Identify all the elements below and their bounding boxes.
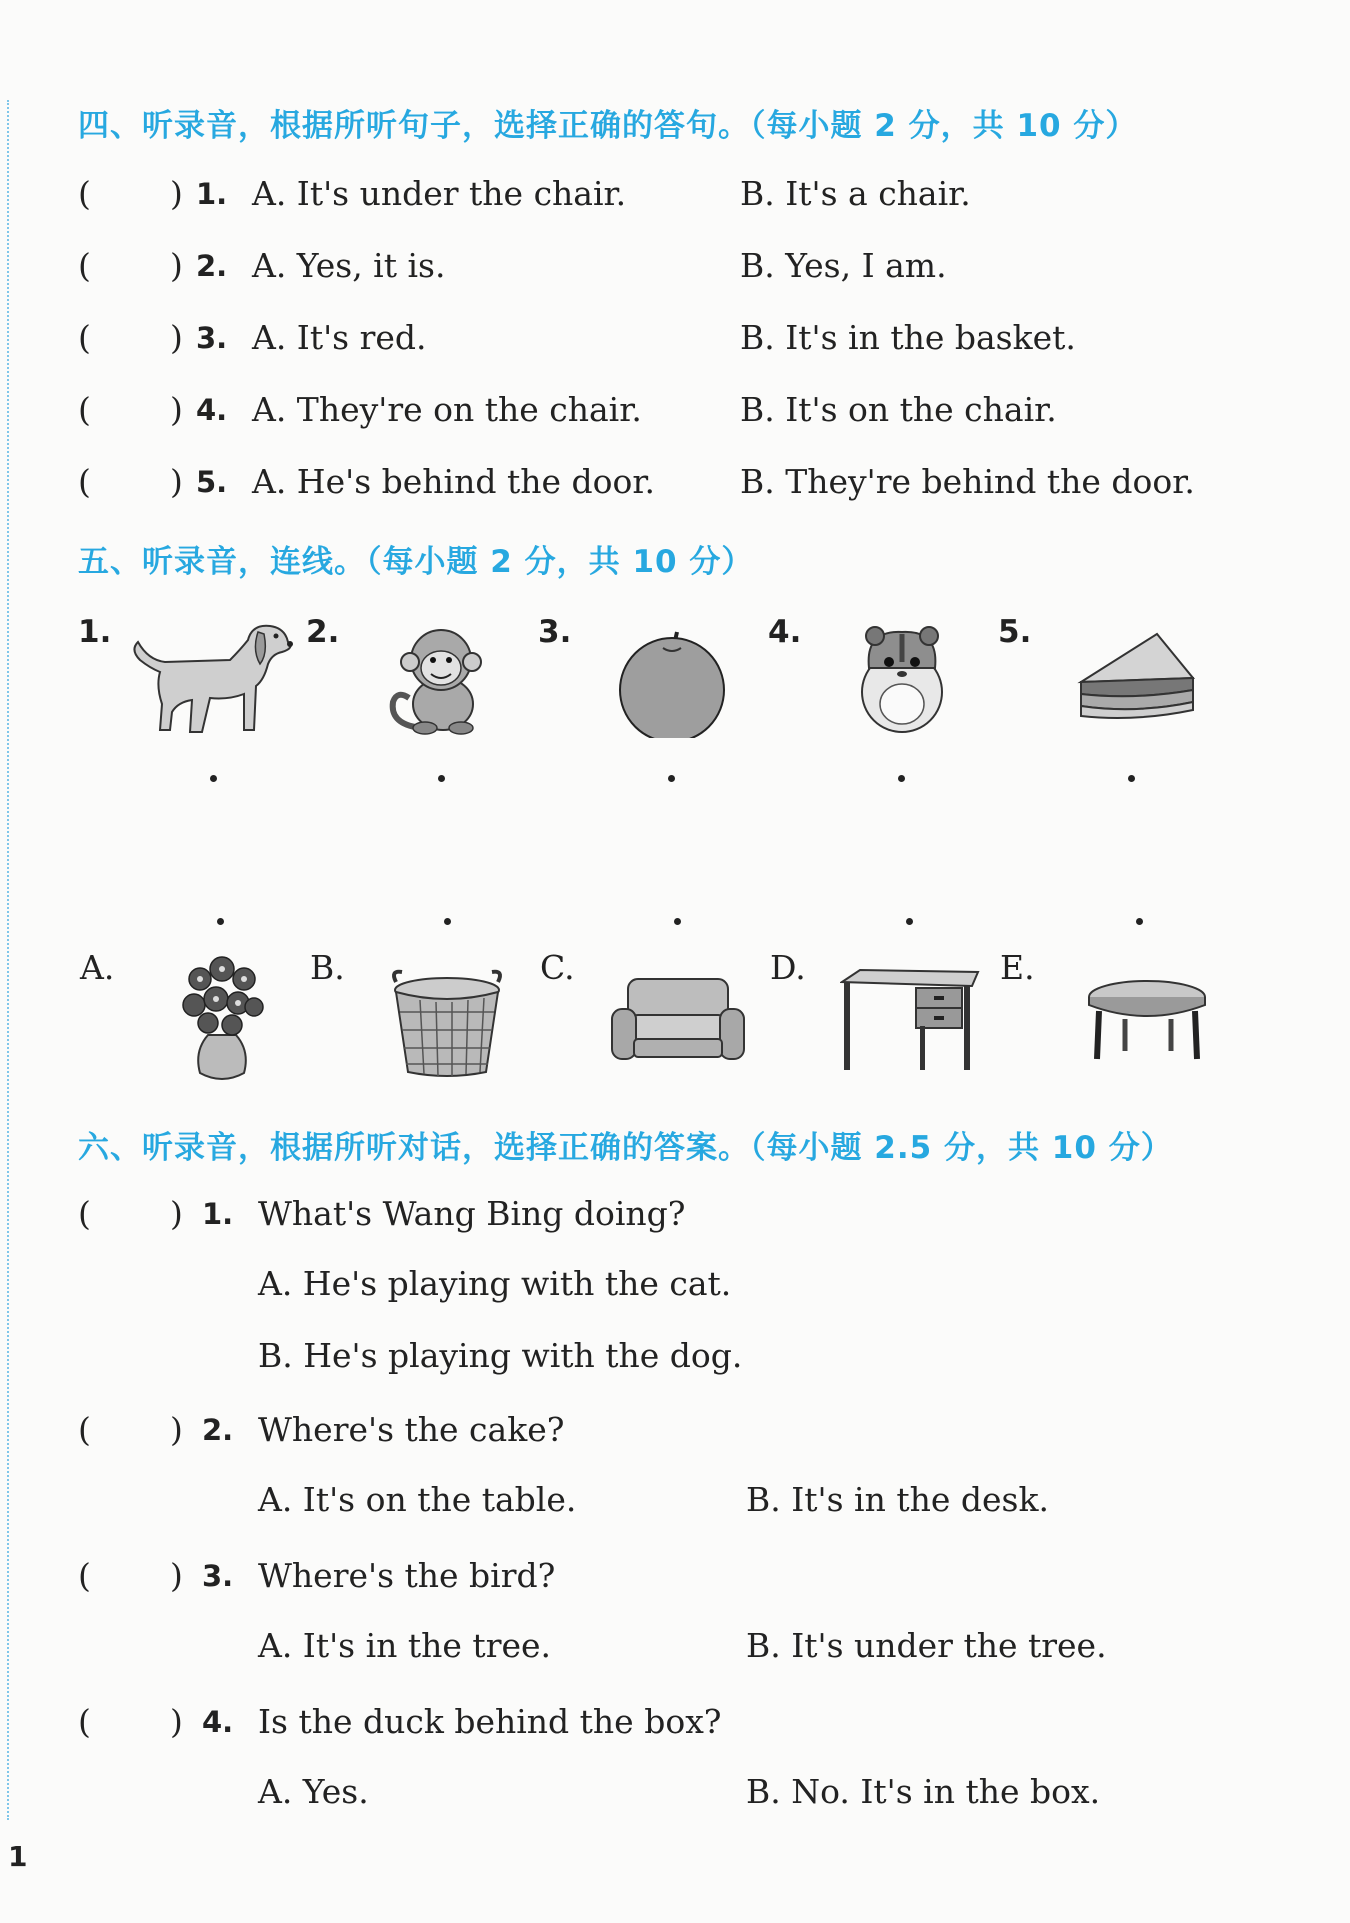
answer-blank-close: ): [170, 1410, 183, 1449]
option-a: A. It's in the tree.: [258, 1626, 552, 1665]
question-number: 1.: [202, 1197, 234, 1231]
match-dot[interactable]: [217, 918, 224, 925]
section6-heading: 六、听录音，根据所听对话，选择正确的答案。（每小题 2.5 分，共 10 分）: [78, 1130, 1173, 1166]
hamster-icon: [855, 622, 950, 737]
match-dot[interactable]: [210, 775, 217, 782]
question-text: Where's the bird?: [258, 1556, 556, 1595]
match-dot[interactable]: [444, 918, 451, 925]
question-number: 4.: [196, 393, 228, 427]
picture-label: A.: [80, 948, 115, 987]
answer-blank-open[interactable]: (: [78, 174, 91, 213]
picture-label: E.: [1000, 948, 1035, 987]
answer-blank-close: ): [170, 390, 183, 429]
option-a: A. It's red.: [252, 318, 427, 357]
picture-label: B.: [310, 948, 345, 987]
option-b: B. No. It's in the box.: [746, 1772, 1101, 1811]
answer-blank-close: ): [170, 1194, 183, 1233]
option-a: A. They're on the chair.: [252, 390, 642, 429]
question-number: 1.: [196, 177, 228, 211]
basket-icon: [390, 968, 505, 1078]
question-text: Is the duck behind the box?: [258, 1702, 722, 1741]
question-number: 3.: [202, 1559, 234, 1593]
monkey-icon: [385, 622, 495, 737]
option-b: B. They're behind the door.: [740, 462, 1195, 501]
option-b: B. It's under the tree.: [746, 1626, 1107, 1665]
answer-blank-close: ): [170, 462, 183, 501]
match-dot[interactable]: [898, 775, 905, 782]
option-b: B. It's in the basket.: [740, 318, 1076, 357]
sandwich-icon: [1075, 630, 1200, 725]
match-dot[interactable]: [906, 918, 913, 925]
answer-blank-close: ): [170, 246, 183, 285]
answer-blank-open[interactable]: (: [78, 1194, 91, 1233]
option-b: B. Yes, I am.: [740, 246, 947, 285]
picture-label: 5.: [998, 614, 1032, 650]
answer-blank-open[interactable]: (: [78, 1702, 91, 1741]
answer-blank-open[interactable]: (: [78, 246, 91, 285]
option-b: B. It's a chair.: [740, 174, 971, 213]
desk-icon: [840, 968, 980, 1073]
answer-blank-close: ): [170, 174, 183, 213]
option-b: B. He's playing with the dog.: [258, 1336, 743, 1375]
sofa-icon: [610, 975, 745, 1065]
answer-blank-open[interactable]: (: [78, 1556, 91, 1595]
answer-blank-close: ): [170, 1702, 183, 1741]
answer-blank-open[interactable]: (: [78, 390, 91, 429]
section4-heading: 四、听录音，根据所听句子，选择正确的答句。（每小题 2 分，共 10 分）: [78, 108, 1138, 144]
answer-blank-open[interactable]: (: [78, 462, 91, 501]
option-a: A. He's playing with the cat.: [258, 1264, 732, 1303]
question-text: Where's the cake?: [258, 1410, 565, 1449]
option-a: A. Yes, it is.: [252, 246, 446, 285]
option-b: B. It's in the desk.: [746, 1480, 1049, 1519]
answer-blank-open[interactable]: (: [78, 1410, 91, 1449]
match-dot[interactable]: [674, 918, 681, 925]
match-dot[interactable]: [438, 775, 445, 782]
option-a: A. He's behind the door.: [252, 462, 655, 501]
question-number: 5.: [196, 465, 228, 499]
margin-line: [7, 100, 9, 1820]
picture-label: 4.: [768, 614, 802, 650]
option-b: B. It's on the chair.: [740, 390, 1057, 429]
flower-vase-icon: [180, 955, 265, 1085]
question-number: 4.: [202, 1705, 234, 1739]
match-dot[interactable]: [1128, 775, 1135, 782]
dog-icon: [130, 620, 295, 740]
question-number: 2.: [196, 249, 228, 283]
question-number: 3.: [196, 321, 228, 355]
question-text: What's Wang Bing doing?: [258, 1194, 686, 1233]
page-number: 1: [8, 1840, 28, 1873]
picture-label: 3.: [538, 614, 572, 650]
round-table-icon: [1085, 975, 1210, 1070]
picture-label: 1.: [78, 614, 112, 650]
answer-blank-open[interactable]: (: [78, 318, 91, 357]
question-number: 2.: [202, 1413, 234, 1447]
picture-label: C.: [540, 948, 575, 987]
option-a: A. Yes.: [258, 1772, 369, 1811]
match-dot[interactable]: [668, 775, 675, 782]
option-a: A. It's on the table.: [258, 1480, 577, 1519]
answer-blank-close: ): [170, 318, 183, 357]
match-dot[interactable]: [1136, 918, 1143, 925]
picture-label: D.: [770, 948, 806, 987]
section5-heading: 五、听录音，连线。（每小题 2 分，共 10 分）: [78, 544, 754, 580]
picture-label: 2.: [306, 614, 340, 650]
apple-icon: [615, 628, 730, 738]
option-a: A. It's under the chair.: [252, 174, 627, 213]
answer-blank-close: ): [170, 1556, 183, 1595]
